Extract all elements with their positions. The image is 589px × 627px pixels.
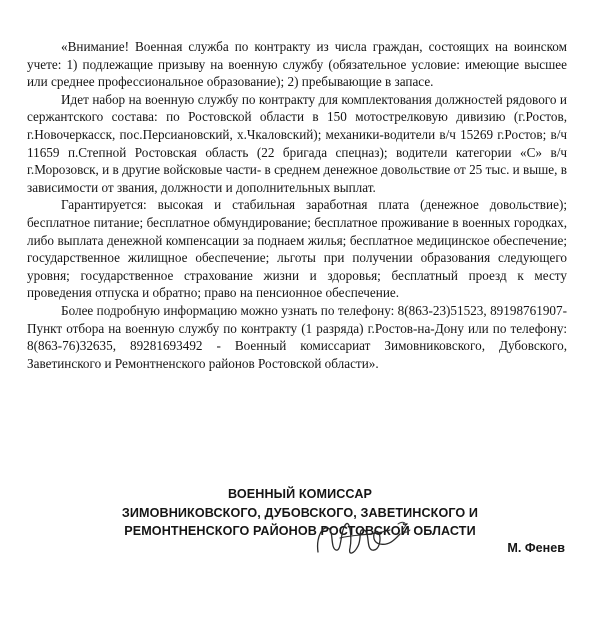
signatory-name: М. Фенев [507, 541, 565, 555]
notice-paragraph-2: Идет набор на военную службу по контракту для комплектования должностей рядового и сержантского состава: по Ростовской области в 150 мотострелковую дивизию (г.Ростов, г.Новочеркасск, пос.Персиановский, х.Чкаловский); механики-водители в/ч 15269 г.Ростов; в/ч 11659 п.Степной Ростовская область (22 бригада спецназ); водители категории «С» в/ч г.Морозовск, и в другие войсковые части- в среднем денежное довольствие от 25 тыс. и выше, в зависимости от звания, должности и дополнительных выплат. [27, 91, 567, 195]
signatory-title-line-1: ВОЕННЫЙ КОМИССАР [227, 487, 373, 501]
notice-text [27, 38, 567, 372]
signatory-title-line-3: РЕМОНТНЕНСКОГО РАЙОНОВ РОСТОВСКОЙ ОБЛАСТИ [124, 524, 476, 538]
handwritten-signature [300, 508, 420, 568]
notice-paragraph-3: Гарантируется: высокая и стабильная заработная плата (денежное довольствие); бесплатное питание; бесплатное обмундирование; бесплатное проживание в военных городках, либо выплата денежной компенсации за поднаем жилья; бесплатное медицинское обеспечение; государственное жилищное обеспечение; льготы при получении образования следующего уровня; государственное страхование жизни и здоровья; бесплатный проезд к месту проведения отпуска и обратно; право на пенсионное обеспечение. [27, 197, 567, 301]
signatory-title-line-2: ЗИМОВНИКОВСКОГО, ДУБОВСКОГО, ЗАВЕТИНСКОГО И [121, 505, 479, 520]
notice-paragraph-1: «Внимание! Военная служба по контракту из числа граждан, состоящих на воинском учете: 1) подлежащие призыву на военную службу (обязательное условие: имеющие высшее или среднее профессиональное образование); 2) пребывающие в запасе. [27, 39, 567, 90]
notice-paragraph-4: Более подробную информацию можно узнать по телефону: 8(863-23)51523, 89198761907- Пункт отбора на военную службу по контракту (1 разряда) г.Ростов-на-Дону или по телефону: 8(863-76)32635, 89281693492 - Военный комиссариат Зимовниковского, Дубовского, Заветинского и Ремонтненского районов Ростовской области». [27, 302, 567, 371]
